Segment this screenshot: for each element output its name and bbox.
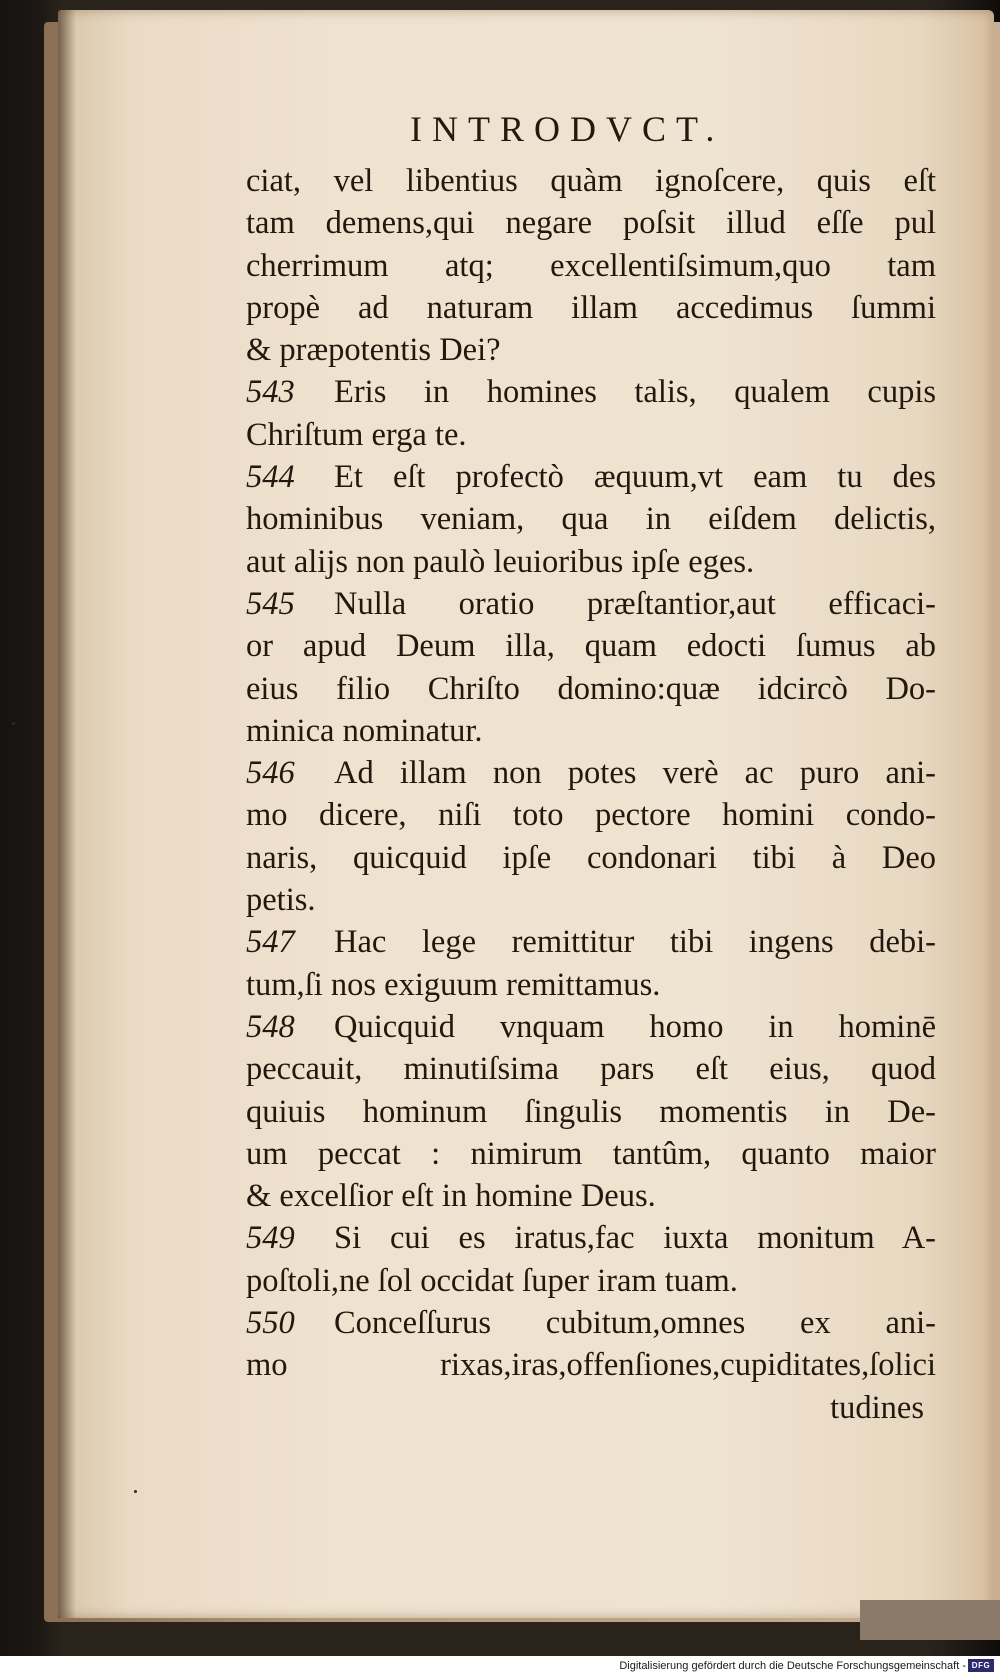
line-text: naris, quicquid ipſe condonari tibi à Deo <box>246 839 936 876</box>
line-text: Eris in homines talis, qualem cupis <box>334 374 936 411</box>
text-line <box>246 1006 936 1048</box>
sentence-number: 547 <box>246 924 295 961</box>
line-text: poſtoli,ne ſol occidat ſuper iram tuam. <box>246 1262 738 1299</box>
line-text: peccauit, minutiſsima pars eſt eius, quod <box>246 1051 936 1088</box>
text-line <box>246 498 936 540</box>
footer-credit: Digitalisierung gefördert durch die Deutsche Forschungsgemeinschaft - <box>619 1660 966 1672</box>
line-text: Quicquid vnquam homo in hominē <box>334 1008 936 1045</box>
line-text: propè ad naturam illam accedimus ſummi <box>246 289 936 326</box>
text-line <box>246 1302 936 1344</box>
line-text: mo dicere, niſi toto pectore homini condo- <box>246 797 936 834</box>
line-text: Conceſſurus cubitum,omnes ex ani- <box>334 1305 936 1342</box>
text-line <box>246 583 936 625</box>
running-head: INTRODVCT. <box>410 109 725 149</box>
sentence-number: 545 <box>246 585 295 622</box>
line-text: mo rixas,iras,offenſiones,cupiditates,ſolici <box>246 1347 936 1384</box>
line-text: tam demens,qui negare poſsit illud eſſe pul <box>246 205 936 242</box>
text-line <box>246 964 936 1006</box>
spine-shadow <box>58 10 76 1618</box>
text-line <box>246 668 936 710</box>
line-text: Hac lege remittitur tibi ingens debi- <box>334 924 936 961</box>
line-text: or apud Deum illa, quam edocti ſumus ab <box>246 628 936 665</box>
text-line <box>246 879 936 921</box>
line-text: minica nominatur. <box>246 712 483 749</box>
line-text: Si cui es iratus,fac iuxta monitum A- <box>334 1220 936 1257</box>
text-line <box>246 287 936 329</box>
binding-strip <box>860 1600 1000 1640</box>
dfg-logo: DFG <box>968 1659 994 1672</box>
text-line <box>246 1175 936 1217</box>
line-text: ciat, vel libentius quàm ignoſcere, quis eſt <box>246 163 936 199</box>
line-text: tum,ſi nos exiguum remittamus. <box>246 966 661 1003</box>
sentence-number: 543 <box>246 374 295 411</box>
line-text: quiuis hominum ſingulis momentis in De- <box>246 1093 936 1130</box>
text-line <box>246 1091 936 1133</box>
sentence-number: 544 <box>246 459 295 496</box>
sentence-number: 546 <box>246 755 295 792</box>
line-text: Ad illam non potes verè ac puro ani- <box>334 755 936 792</box>
body-text <box>246 160 936 1429</box>
line-text: cherrimum atq; excellentiſsimum,quo tam <box>246 247 936 284</box>
text-line <box>246 160 936 202</box>
sentence-number: 548 <box>246 1008 295 1045</box>
sentence-number: 550 <box>246 1305 295 1342</box>
text-line <box>246 541 936 583</box>
text-line <box>246 414 936 456</box>
catchword: tudines <box>830 1389 924 1426</box>
text-line <box>246 710 936 752</box>
line-text: petis. <box>246 882 316 919</box>
text-line <box>246 456 936 498</box>
text-line <box>246 245 936 287</box>
paper-speck <box>134 1490 137 1493</box>
text-line <box>246 794 936 836</box>
text-line <box>246 1344 936 1386</box>
text-line <box>246 329 936 371</box>
text-line <box>246 837 936 879</box>
line-text: um peccat : nimirum tantûm, quanto maior <box>246 1135 936 1172</box>
line-text: Et eſt profectò æquum,vt eam tu des <box>334 459 936 496</box>
line-text: Nulla oratio præſtantior,aut efficaci- <box>334 585 936 622</box>
line-text: hominibus veniam, qua in eiſdem delictis, <box>246 501 936 538</box>
footer <box>0 1656 1000 1676</box>
sentence-number: 549 <box>246 1220 295 1257</box>
line-text: eius filio Chriſto domino:quæ idcircò Do- <box>246 670 936 707</box>
text-line <box>246 1133 936 1175</box>
text-line <box>246 1217 936 1259</box>
text-line <box>246 1260 936 1302</box>
line-text: Chriſtum erga te. <box>246 416 467 453</box>
line-text: aut alijs non paulò leuioribus ipſe eges. <box>246 543 755 580</box>
text-line <box>246 371 936 413</box>
line-text: & excelſior eſt in homine Deus. <box>246 1178 656 1215</box>
text-line <box>246 921 936 963</box>
text-line <box>246 1048 936 1090</box>
line-text: & præpotentis Dei? <box>246 332 501 369</box>
text-line <box>246 752 936 794</box>
text-line <box>246 625 936 667</box>
text-line <box>246 202 936 244</box>
scan-speck <box>12 722 15 725</box>
